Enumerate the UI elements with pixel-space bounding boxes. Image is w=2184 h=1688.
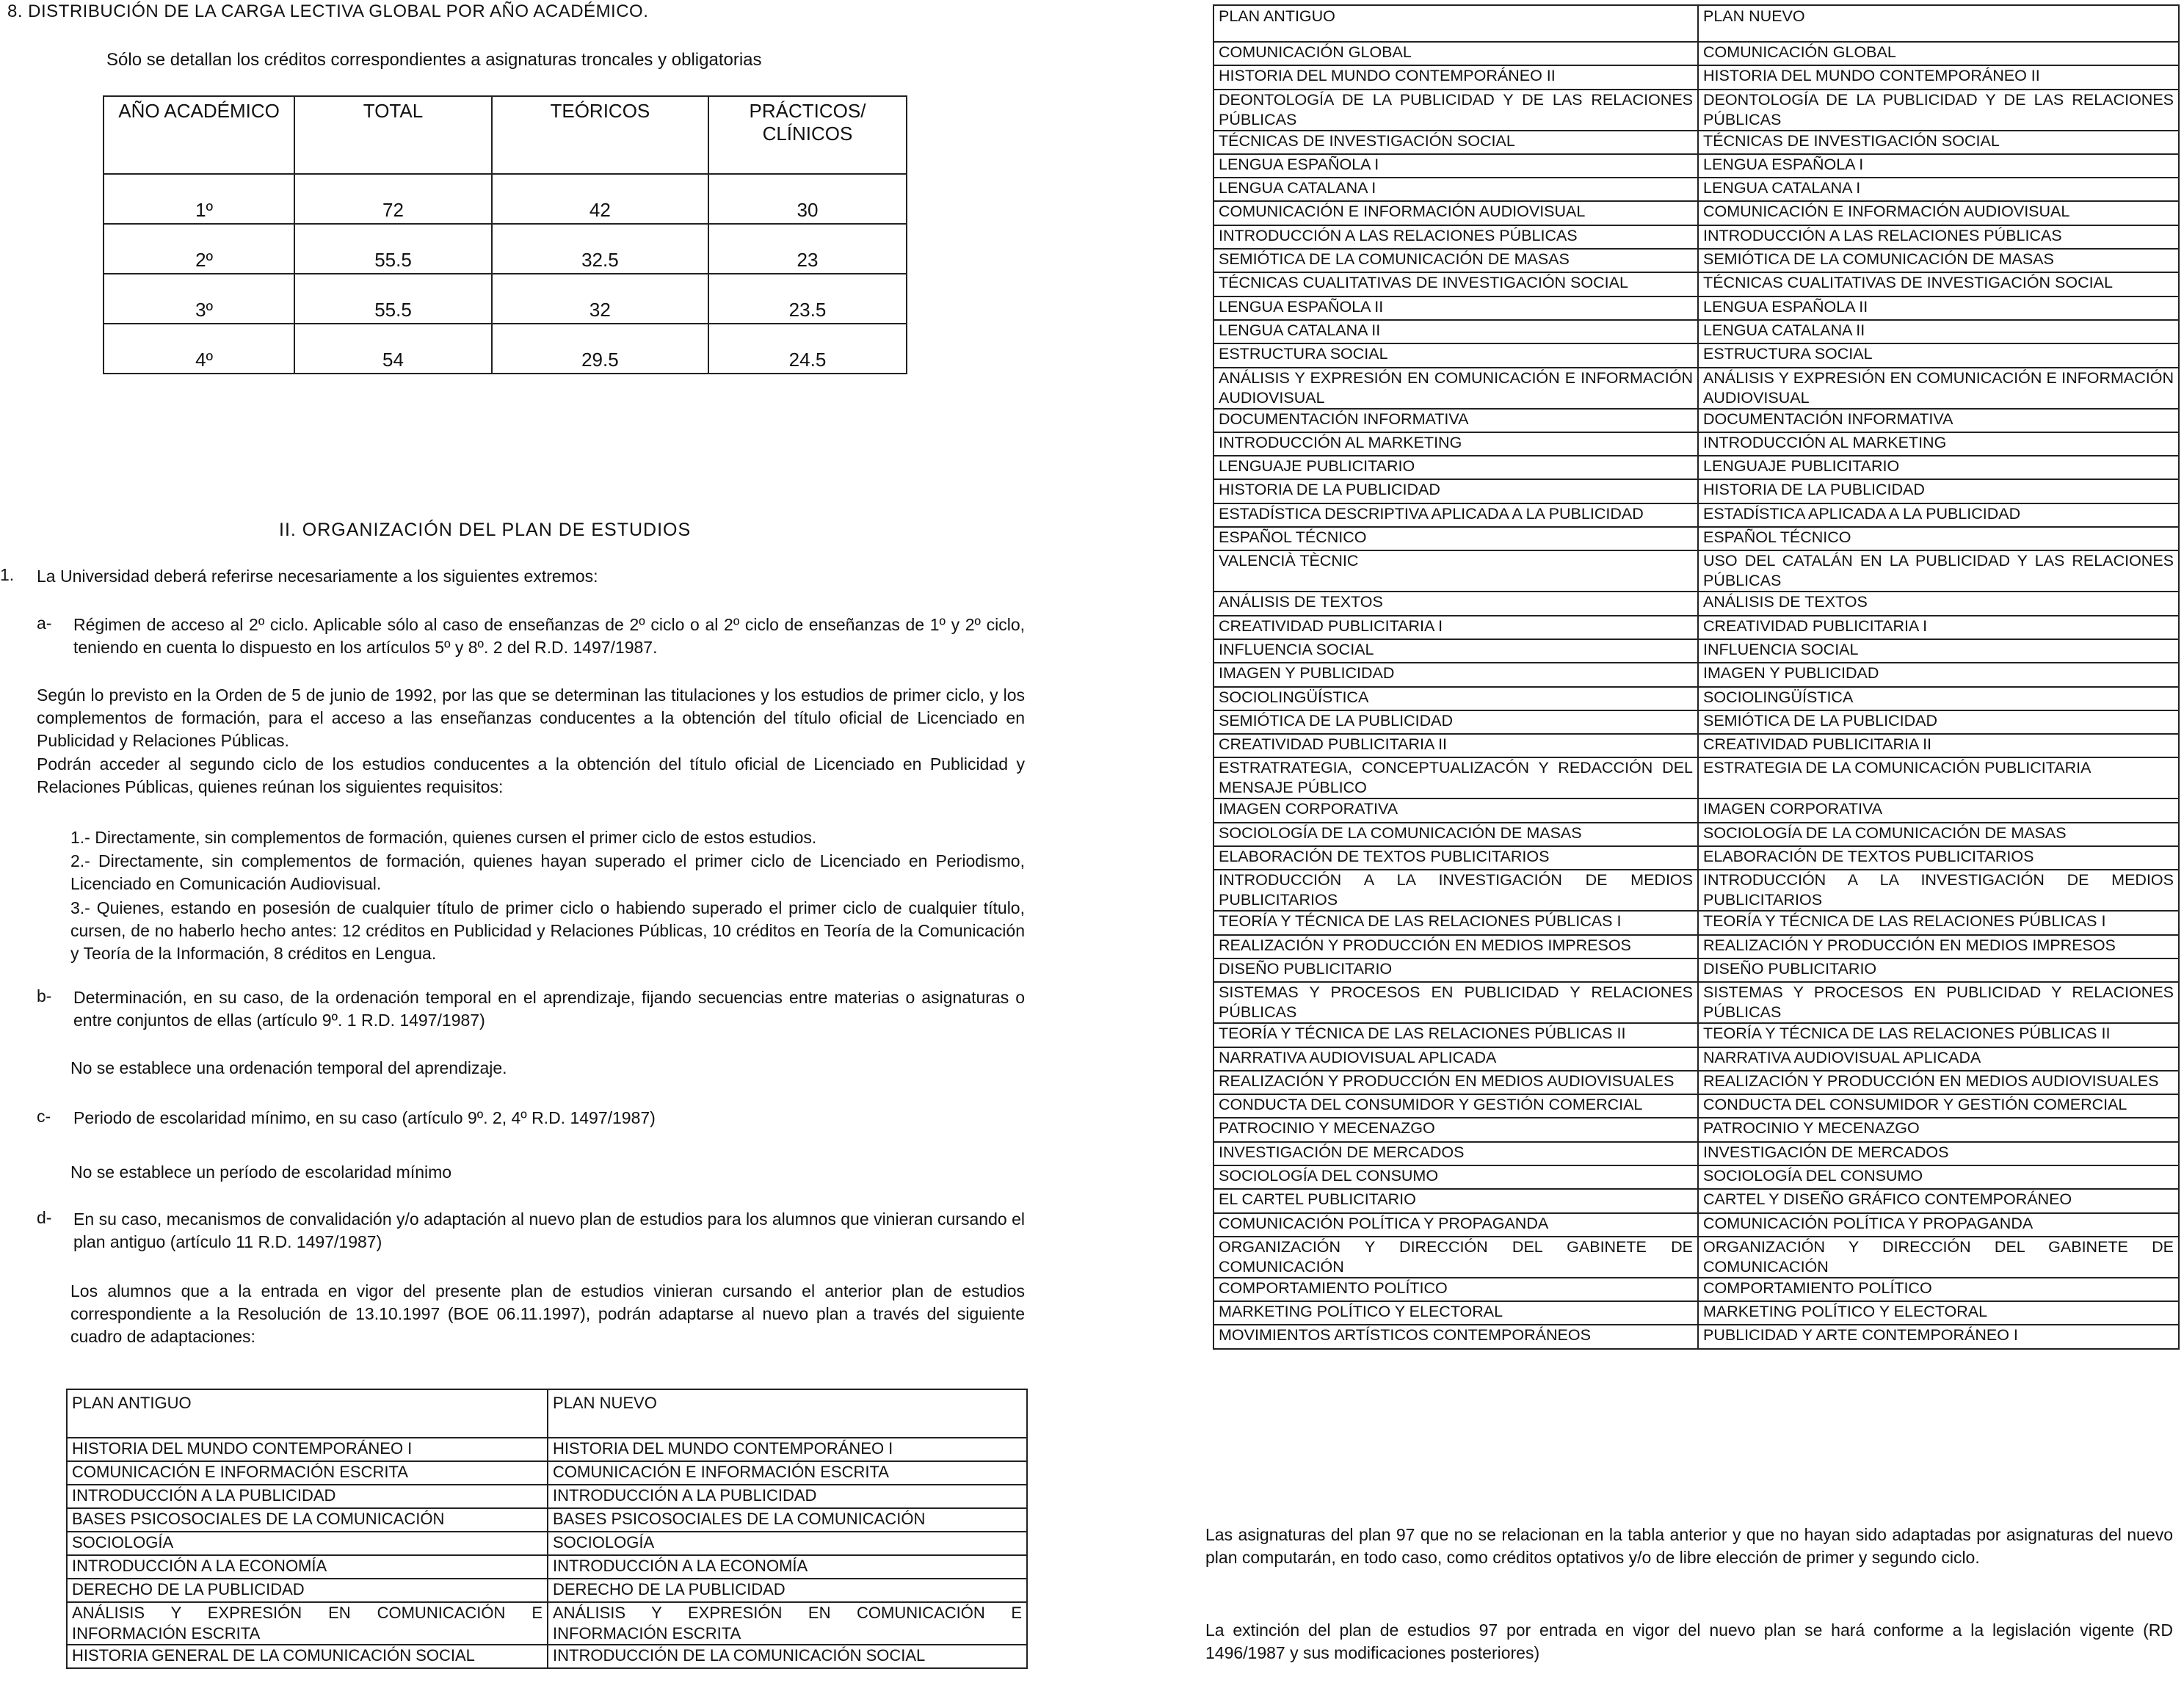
credits-row: [104, 224, 907, 274]
plan-nuevo-cell: SISTEMAS Y PROCESOS EN PUBLICIDAD Y RELACIONES PÚBLICAS: [1698, 982, 2179, 1023]
plan-nuevo-cell: LENGUA ESPAÑOLA II: [1698, 297, 2179, 320]
plan-nuevo-cell: COMPORTAMIENTO POLÍTICO: [1698, 1278, 2179, 1301]
plan-nuevo-cell: SEMIÓTICA DE LA PUBLICIDAD: [1698, 710, 2179, 734]
plan-nuevo-cell: TÉCNICAS CUALITATIVAS DE INVESTIGACIÓN SOCIAL: [1698, 272, 2179, 296]
plan-nuevo-cell: INTRODUCCIÓN DE LA COMUNICACIÓN SOCIAL: [548, 1645, 1027, 1668]
year-cell: 1º: [104, 174, 294, 224]
plan-antiguo-cell: COMUNICACIÓN GLOBAL: [1213, 42, 1698, 65]
adaptation-row: [1213, 734, 2179, 757]
credits-table: [103, 95, 907, 374]
plan-nuevo-cell: LENGUAJE PUBLICITARIO: [1698, 456, 2179, 479]
adaptation-row: [1213, 178, 2179, 201]
plan-nuevo-cell: PUBLICIDAD Y ARTE CONTEMPORÁNEO I: [1698, 1325, 2179, 1348]
plan-antiguo-cell: INFLUENCIA SOCIAL: [1213, 639, 1698, 663]
plan-antiguo-cell: SOCIOLOGÍA DE LA COMUNICACIÓN DE MASAS: [1213, 823, 1698, 846]
requirement-3: 3.- Quienes, estando en posesión de cualquier título de primer ciclo o habiendo superado el primer ciclo de cualquier título, cursen, de no haberlo hecho antes: 12 créditos en Publicidad y Relaciones Públicas, 10 créditos en Teoría de la Comunicación y Teoría de la Información, 8 créditos en Lengua.: [70, 898, 1025, 963]
plan-antiguo-cell: HISTORIA DE LA PUBLICIDAD: [1213, 479, 1698, 503]
plan-antiguo-cell: REALIZACIÓN Y PRODUCCIÓN EN MEDIOS IMPRESOS: [1213, 935, 1698, 958]
plan-antiguo-cell: INTRODUCCIÓN AL MARKETING: [1213, 432, 1698, 456]
plan-nuevo-cell: SOCIOLINGÜÍSTICA: [1698, 687, 2179, 710]
plan-nuevo-cell: SOCIOLOGÍA DE LA COMUNICACIÓN DE MASAS: [1698, 823, 2179, 846]
plan-nuevo-cell: COMUNICACIÓN GLOBAL: [1698, 42, 2179, 65]
adaptation-row: [1213, 1047, 2179, 1071]
orden-paragraph: Según lo previsto en la Orden de 5 de junio de 1992, por las que se determinan las titulaciones y los estudios de primer ciclo, y los complementos de formación, para el acceso a las enseñanzas conducentes a la obtención del título oficial de Licenciado en Publicidad y Relaciones Públicas.: [37, 685, 1025, 750]
total-cell: 55.5: [294, 274, 492, 324]
year-cell: 2º: [104, 224, 294, 274]
plan-nuevo-cell: INTRODUCCIÓN A LA INVESTIGACIÓN DE MEDIOS PUBLICITARIOS: [1698, 870, 2179, 911]
plan-nuevo-cell: ORGANIZACIÓN Y DIRECCIÓN DEL GABINETE DE COMUNICACIÓN: [1698, 1237, 2179, 1278]
note-unadapted-subjects: Las asignaturas del plan 97 que no se relacionan en la tabla anterior y que no hayan sido adaptadas por asignaturas del nuevo plan computarán, en todo caso, como créditos optativos y/o de libre elección de primer y segundo ciclo.: [1205, 1525, 2173, 1567]
adaptation-row: [1213, 154, 2179, 178]
adaptation-row: [67, 1508, 1027, 1532]
plan-nuevo-cell: LENGUA CATALANA II: [1698, 320, 2179, 343]
adaptation-row: [1213, 1213, 2179, 1237]
adaptation-row: [67, 1532, 1027, 1555]
credits-row: [104, 174, 907, 224]
theory-cell: 29.5: [492, 324, 708, 374]
year-cell: 3º: [104, 274, 294, 324]
plan-nuevo-cell: ESTRATEGIA DE LA COMUNICACIÓN PUBLICITARIA: [1698, 757, 2179, 798]
practice-cell: 24.5: [708, 324, 907, 374]
credits-header-row: [104, 96, 907, 174]
practice-cell: 23.5: [708, 274, 907, 324]
plan-nuevo-cell: REALIZACIÓN Y PRODUCCIÓN EN MEDIOS IMPRESOS: [1698, 935, 2179, 958]
header-plan-nuevo: PLAN NUEVO: [548, 1389, 1027, 1438]
item-1-text: La Universidad deberá referirse necesariamente a los siguientes extremos:: [37, 567, 598, 586]
adaptation-row: [1213, 1237, 2179, 1278]
adaptation-row: [1213, 846, 2179, 870]
plan-antiguo-cell: IMAGEN CORPORATIVA: [1213, 798, 1698, 822]
adaptation-row: [67, 1438, 1027, 1461]
year-cell: 4º: [104, 324, 294, 374]
adaptation-row: [1213, 870, 2179, 911]
plan-antiguo-cell: DISEÑO PUBLICITARIO: [1213, 958, 1698, 982]
plan-antiguo-cell: DEONTOLOGÍA DE LA PUBLICIDAD Y DE LAS RELACIONES PÚBLICAS: [1213, 90, 1698, 131]
header-plan-antiguo: PLAN ANTIGUO: [67, 1389, 548, 1438]
theory-cell: 32: [492, 274, 708, 324]
plan-antiguo-cell: ELABORACIÓN DE TEXTOS PUBLICITARIOS: [1213, 846, 1698, 870]
item-a-text: Régimen de acceso al 2º ciclo. Aplicable sólo al caso de enseñanzas de 2º ciclo o al 2º ciclo de enseñanzas de 1º y 2º ciclo, teniendo en cuenta lo dispuesto en los artículos 5º y 8º. 2 del R.D. 1497/1987.: [73, 615, 1025, 657]
item-b-answer: No se establece una ordenación temporal del aprendizaje.: [70, 1058, 507, 1077]
adaptation-row: [1213, 456, 2179, 479]
plan-nuevo-cell: COMUNICACIÓN E INFORMACIÓN AUDIOVISUAL: [1698, 201, 2179, 225]
plan-antiguo-cell: INTRODUCCIÓN A LA PUBLICIDAD: [67, 1485, 548, 1508]
adaptation-table-right: [1213, 4, 2180, 1350]
plan-nuevo-cell: CREATIVIDAD PUBLICITARIA I: [1698, 616, 2179, 639]
adaptation-row: [1213, 663, 2179, 686]
credits-header-year: AÑO ACADÉMICO: [104, 96, 294, 174]
adaptation-row: [1213, 935, 2179, 958]
plan-antiguo-cell: HISTORIA DEL MUNDO CONTEMPORÁNEO I: [67, 1438, 548, 1461]
plan-nuevo-cell: MARKETING POLÍTICO Y ELECTORAL: [1698, 1301, 2179, 1325]
plan-nuevo-cell: NARRATIVA AUDIOVISUAL APLICADA: [1698, 1047, 2179, 1071]
adaptation-row: [1213, 798, 2179, 822]
adaptation-table-left: [66, 1389, 1028, 1669]
item-1-marker: 1.: [0, 565, 15, 584]
requirement-2: 2.- Directamente, sin complementos de formación, quienes hayan superado el primer ciclo de Licenciado en Periodismo, Licenciado en Comunicación Audiovisual.: [70, 851, 1025, 893]
adaptation-row: [1213, 201, 2179, 225]
item-d-answer: Los alumnos que a la entrada en vigor del presente plan de estudios vinieran cursando el anterior plan de estudios correspondiente a la Resolución de 13.10.1997 (BOE 06.11.1997), podrán adaptarse al nuevo plan a través del siguiente cuadro de adaptaciones:: [70, 1281, 1025, 1346]
theory-cell: 32.5: [492, 224, 708, 274]
plan-nuevo-cell: IMAGEN CORPORATIVA: [1698, 798, 2179, 822]
adaptation-row: [1213, 1301, 2179, 1325]
adaptation-row: [67, 1602, 1027, 1645]
section-title: 8. DISTRIBUCIÓN DE LA CARGA LECTIVA GLOBAL POR AÑO ACADÉMICO.: [7, 1, 649, 21]
adaptation-row: [1213, 823, 2179, 846]
plan-antiguo-cell: CREATIVIDAD PUBLICITARIA II: [1213, 734, 1698, 757]
plan-antiguo-cell: CREATIVIDAD PUBLICITARIA I: [1213, 616, 1698, 639]
plan-nuevo-cell: LENGUA ESPAÑOLA I: [1698, 154, 2179, 178]
plan-nuevo-cell: INTRODUCCIÓN A LA PUBLICIDAD: [548, 1485, 1027, 1508]
plan-antiguo-cell: VALENCIÀ TÈCNIC: [1213, 550, 1698, 592]
adaptation-row: [1213, 90, 2179, 131]
plan-antiguo-cell: TEORÍA Y TÉCNICA DE LAS RELACIONES PÚBLICAS II: [1213, 1023, 1698, 1047]
plan-nuevo-cell: INFLUENCIA SOCIAL: [1698, 639, 2179, 663]
adaptation-row: [1213, 503, 2179, 527]
adaptation-row: [1213, 42, 2179, 65]
plan-nuevo-cell: DEONTOLOGÍA DE LA PUBLICIDAD Y DE LAS RELACIONES PÚBLICAS: [1698, 90, 2179, 131]
plan-nuevo-cell: SOCIOLOGÍA: [548, 1532, 1027, 1555]
note-plan-extinction: La extinción del plan de estudios 97 por entrada en vigor del nuevo plan se hará conforme a la legislación vigente (RD 1496/1987 y sus modificaciones posteriores): [1205, 1620, 2173, 1662]
intro-text: Sólo se detallan los créditos correspondientes a asignaturas troncales y obligatorias: [106, 50, 762, 70]
plan-nuevo-cell: HISTORIA DE LA PUBLICIDAD: [1698, 479, 2179, 503]
plan-nuevo-cell: CREATIVIDAD PUBLICITARIA II: [1698, 734, 2179, 757]
practice-cell: 23: [708, 224, 907, 274]
plan-nuevo-cell: ESTRUCTURA SOCIAL: [1698, 343, 2179, 367]
item-d-text: En su caso, mecanismos de convalidación y/o adaptación al nuevo plan de estudios para los alumnos que vinieran cursando el plan antiguo (artículo 11 R.D. 1497/1987): [73, 1209, 1025, 1251]
adaptation-row: [1213, 1278, 2179, 1301]
plan-antiguo-cell: IMAGEN Y PUBLICIDAD: [1213, 663, 1698, 686]
adaptation-row: [67, 1645, 1027, 1668]
adaptation-row: [1213, 1071, 2179, 1094]
adaptation-row: [1213, 1142, 2179, 1165]
adaptation-row: [67, 1579, 1027, 1602]
adaptation-row: [1213, 1165, 2179, 1189]
adaptation-row: [1213, 639, 2179, 663]
plan-nuevo-cell: BASES PSICOSOCIALES DE LA COMUNICACIÓN: [548, 1508, 1027, 1532]
plan-nuevo-cell: COMUNICACIÓN E INFORMACIÓN ESCRITA: [548, 1461, 1027, 1485]
adaptation-row: [1213, 616, 2179, 639]
plan-antiguo-cell: INTRODUCCIÓN A LA INVESTIGACIÓN DE MEDIOS PUBLICITARIOS: [1213, 870, 1698, 911]
adaptation-row: [1213, 982, 2179, 1023]
adaptation-row: [1213, 1189, 2179, 1212]
plan-antiguo-cell: ANÁLISIS DE TEXTOS: [1213, 592, 1698, 615]
plan-nuevo-cell: ESPAÑOL TÉCNICO: [1698, 527, 2179, 550]
plan-nuevo-cell: ANÁLISIS Y EXPRESIÓN EN COMUNICACIÓN E INFORMACIÓN AUDIOVISUAL: [1698, 368, 2179, 409]
plan-antiguo-cell: MARKETING POLÍTICO Y ELECTORAL: [1213, 1301, 1698, 1325]
plan-nuevo-cell: CARTEL Y DISEÑO GRÁFICO CONTEMPORÁNEO: [1698, 1189, 2179, 1212]
adaptation-row: [67, 1555, 1027, 1579]
plan-nuevo-cell: LENGUA CATALANA I: [1698, 178, 2179, 201]
adaptation-row: [1213, 432, 2179, 456]
total-cell: 55.5: [294, 224, 492, 274]
item-c-marker: c-: [37, 1107, 51, 1126]
plan-antiguo-cell: ESPAÑOL TÉCNICO: [1213, 527, 1698, 550]
plan-nuevo-cell: REALIZACIÓN Y PRODUCCIÓN EN MEDIOS AUDIOVISUALES: [1698, 1071, 2179, 1094]
adaptation-row: [1213, 409, 2179, 432]
plan-nuevo-cell: INTRODUCCIÓN A LA ECONOMÍA: [548, 1555, 1027, 1579]
adaptation-row: [1213, 131, 2179, 154]
adaptation-row: [1213, 687, 2179, 710]
plan-nuevo-cell: ESTADÍSTICA APLICADA A LA PUBLICIDAD: [1698, 503, 2179, 527]
plan-nuevo-cell: HISTORIA DEL MUNDO CONTEMPORÁNEO I: [548, 1438, 1027, 1461]
plan-nuevo-cell: SOCIOLOGÍA DEL CONSUMO: [1698, 1165, 2179, 1189]
item-b-text: Determinación, en su caso, de la ordenación temporal en el aprendizaje, fijando secuencias entre materias o asignaturas o entre conjuntos de ellas (artículo 9º. 1 R.D. 1497/1987): [73, 988, 1025, 1030]
total-cell: 54: [294, 324, 492, 374]
plan-antiguo-cell: TÉCNICAS DE INVESTIGACIÓN SOCIAL: [1213, 131, 1698, 154]
adaptation-row: [1213, 527, 2179, 550]
plan-antiguo-cell: SOCIOLOGÍA: [67, 1532, 548, 1555]
credits-header-practice: PRÁCTICOS/ CLÍNICOS: [708, 96, 907, 174]
plan-antiguo-cell: LENGUA CATALANA II: [1213, 320, 1698, 343]
adaptation-row: [67, 1461, 1027, 1485]
left-page: [0, 0, 1050, 1688]
adaptation-row: [1213, 297, 2179, 320]
plan-nuevo-cell: TÉCNICAS DE INVESTIGACIÓN SOCIAL: [1698, 131, 2179, 154]
plan-antiguo-cell: HISTORIA DEL MUNDO CONTEMPORÁNEO II: [1213, 65, 1698, 89]
plan-antiguo-cell: ANÁLISIS Y EXPRESIÓN EN COMUNICACIÓN E INFORMACIÓN ESCRITA: [67, 1602, 548, 1645]
plan-antiguo-cell: ESTRATRATEGIA, CONCEPTUALIZACÓN Y REDACCIÓN DEL MENSAJE PÚBLICO: [1213, 757, 1698, 798]
adaptation-row: [1213, 710, 2179, 734]
adaptation-row: [1213, 1023, 2179, 1047]
plan-nuevo-cell: PATROCINIO Y MECENAZGO: [1698, 1118, 2179, 1141]
requirement-1: 1.- Directamente, sin complementos de formación, quienes cursen el primer ciclo de estos estudios.: [70, 828, 817, 847]
adaptation-row: [1213, 1118, 2179, 1141]
plan-antiguo-cell: SISTEMAS Y PROCESOS EN PUBLICIDAD Y RELACIONES PÚBLICAS: [1213, 982, 1698, 1023]
plan-antiguo-cell: PATROCINIO Y MECENAZGO: [1213, 1118, 1698, 1141]
plan-nuevo-cell: HISTORIA DEL MUNDO CONTEMPORÁNEO II: [1698, 65, 2179, 89]
plan-nuevo-cell: CONDUCTA DEL CONSUMIDOR Y GESTIÓN COMERCIAL: [1698, 1094, 2179, 1118]
adaptation-row: [1213, 368, 2179, 409]
organization-title: II. ORGANIZACIÓN DEL PLAN DE ESTUDIOS: [279, 520, 692, 540]
adaptation-row: [1213, 757, 2179, 798]
plan-antiguo-cell: SOCIOLINGÜÍSTICA: [1213, 687, 1698, 710]
plan-antiguo-cell: COMUNICACIÓN E INFORMACIÓN ESCRITA: [67, 1461, 548, 1485]
plan-nuevo-cell: ANÁLISIS DE TEXTOS: [1698, 592, 2179, 615]
plan-antiguo-cell: TÉCNICAS CUALITATIVAS DE INVESTIGACIÓN SOCIAL: [1213, 272, 1698, 296]
plan-antiguo-cell: ORGANIZACIÓN Y DIRECCIÓN DEL GABINETE DE COMUNICACIÓN: [1213, 1237, 1698, 1278]
plan-antiguo-cell: DOCUMENTACIÓN INFORMATIVA: [1213, 409, 1698, 432]
item-d-marker: d-: [37, 1208, 52, 1227]
plan-antiguo-cell: LENGUAJE PUBLICITARIO: [1213, 456, 1698, 479]
adaptation-row: [1213, 65, 2179, 89]
plan-nuevo-cell: INVESTIGACIÓN DE MERCADOS: [1698, 1142, 2179, 1165]
header-plan-nuevo: PLAN NUEVO: [1698, 5, 2179, 42]
plan-antiguo-cell: COMUNICACIÓN E INFORMACIÓN AUDIOVISUAL: [1213, 201, 1698, 225]
practice-cell: 30: [708, 174, 907, 224]
adaptation-row: [67, 1485, 1027, 1508]
plan-nuevo-cell: IMAGEN Y PUBLICIDAD: [1698, 663, 2179, 686]
credits-header-theory: TEÓRICOS: [492, 96, 708, 174]
plan-nuevo-cell: TEORÍA Y TÉCNICA DE LAS RELACIONES PÚBLICAS I: [1698, 911, 2179, 934]
plan-antiguo-cell: COMPORTAMIENTO POLÍTICO: [1213, 1278, 1698, 1301]
plan-antiguo-cell: ESTRUCTURA SOCIAL: [1213, 343, 1698, 367]
adaptation-header-row: [67, 1389, 1027, 1438]
item-b-marker: b-: [37, 986, 52, 1005]
plan-antiguo-cell: SEMIÓTICA DE LA COMUNICACIÓN DE MASAS: [1213, 249, 1698, 272]
plan-nuevo-cell: ANÁLISIS Y EXPRESIÓN EN COMUNICACIÓN E INFORMACIÓN ESCRITA: [548, 1602, 1027, 1645]
adaptation-row: [1213, 958, 2179, 982]
header-plan-antiguo: PLAN ANTIGUO: [1213, 5, 1698, 42]
adaptation-row: [1213, 343, 2179, 367]
adaptation-row: [1213, 479, 2179, 503]
plan-antiguo-cell: BASES PSICOSOCIALES DE LA COMUNICACIÓN: [67, 1508, 548, 1532]
plan-antiguo-cell: ANÁLISIS Y EXPRESIÓN EN COMUNICACIÓN E INFORMACIÓN AUDIOVISUAL: [1213, 368, 1698, 409]
plan-antiguo-cell: NARRATIVA AUDIOVISUAL APLICADA: [1213, 1047, 1698, 1071]
plan-antiguo-cell: DERECHO DE LA PUBLICIDAD: [67, 1579, 548, 1602]
adaptation-row: [1213, 592, 2179, 615]
plan-nuevo-cell: DISEÑO PUBLICITARIO: [1698, 958, 2179, 982]
plan-nuevo-cell: USO DEL CATALÁN EN LA PUBLICIDAD Y LAS RELACIONES PÚBLICAS: [1698, 550, 2179, 592]
plan-nuevo-cell: ELABORACIÓN DE TEXTOS PUBLICITARIOS: [1698, 846, 2179, 870]
plan-antiguo-cell: LENGUA ESPAÑOLA I: [1213, 154, 1698, 178]
plan-nuevo-cell: DERECHO DE LA PUBLICIDAD: [548, 1579, 1027, 1602]
adaptation-row: [1213, 272, 2179, 296]
plan-antiguo-cell: INTRODUCCIÓN A LAS RELACIONES PÚBLICAS: [1213, 225, 1698, 249]
plan-antiguo-cell: MOVIMIENTOS ARTÍSTICOS CONTEMPORÁNEOS: [1213, 1325, 1698, 1348]
plan-nuevo-cell: DOCUMENTACIÓN INFORMATIVA: [1698, 409, 2179, 432]
adaptation-row: [1213, 1094, 2179, 1118]
plan-antiguo-cell: CONDUCTA DEL CONSUMIDOR Y GESTIÓN COMERCIAL: [1213, 1094, 1698, 1118]
theory-cell: 42: [492, 174, 708, 224]
adaptation-header-row: [1213, 5, 2179, 42]
plan-nuevo-cell: TEORÍA Y TÉCNICA DE LAS RELACIONES PÚBLICAS II: [1698, 1023, 2179, 1047]
plan-antiguo-cell: REALIZACIÓN Y PRODUCCIÓN EN MEDIOS AUDIOVISUALES: [1213, 1071, 1698, 1094]
adaptation-row: [1213, 249, 2179, 272]
plan-antiguo-cell: EL CARTEL PUBLICITARIO: [1213, 1189, 1698, 1212]
plan-antiguo-cell: SOCIOLOGÍA DEL CONSUMO: [1213, 1165, 1698, 1189]
credits-header-total: TOTAL: [294, 96, 492, 174]
total-cell: 72: [294, 174, 492, 224]
plan-antiguo-cell: ESTADÍSTICA DESCRIPTIVA APLICADA A LA PUBLICIDAD: [1213, 503, 1698, 527]
item-c-text: Periodo de escolaridad mínimo, en su caso (artículo 9º. 2, 4º R.D. 1497/1987): [73, 1108, 656, 1127]
plan-antiguo-cell: TEORÍA Y TÉCNICA DE LAS RELACIONES PÚBLICAS I: [1213, 911, 1698, 934]
plan-antiguo-cell: SEMIÓTICA DE LA PUBLICIDAD: [1213, 710, 1698, 734]
plan-nuevo-cell: SEMIÓTICA DE LA COMUNICACIÓN DE MASAS: [1698, 249, 2179, 272]
plan-antiguo-cell: COMUNICACIÓN POLÍTICA Y PROPAGANDA: [1213, 1213, 1698, 1237]
plan-nuevo-cell: INTRODUCCIÓN AL MARKETING: [1698, 432, 2179, 456]
adaptation-row: [1213, 1325, 2179, 1348]
plan-antiguo-cell: LENGUA ESPAÑOLA II: [1213, 297, 1698, 320]
plan-nuevo-cell: COMUNICACIÓN POLÍTICA Y PROPAGANDA: [1698, 1213, 2179, 1237]
plan-antiguo-cell: LENGUA CATALANA I: [1213, 178, 1698, 201]
item-a-marker: a-: [37, 614, 52, 633]
adaptation-row: [1213, 320, 2179, 343]
adaptation-row: [1213, 550, 2179, 592]
credits-row: [104, 274, 907, 324]
plan-antiguo-cell: INVESTIGACIÓN DE MERCADOS: [1213, 1142, 1698, 1165]
item-c-answer: No se establece un período de escolaridad mínimo: [70, 1163, 452, 1182]
plan-antiguo-cell: INTRODUCCIÓN A LA ECONOMÍA: [67, 1555, 548, 1579]
plan-antiguo-cell: HISTORIA GENERAL DE LA COMUNICACIÓN SOCIAL: [67, 1645, 548, 1668]
plan-nuevo-cell: INTRODUCCIÓN A LAS RELACIONES PÚBLICAS: [1698, 225, 2179, 249]
adaptation-row: [1213, 225, 2179, 249]
credits-row: [104, 324, 907, 374]
adaptation-row: [1213, 911, 2179, 934]
podran-paragraph: Podrán acceder al segundo ciclo de los estudios conducentes a la obtención del título oficial de Licenciado en Publicidad y Relaciones Públicas, quienes reúnan los siguientes requisitos:: [37, 754, 1025, 796]
